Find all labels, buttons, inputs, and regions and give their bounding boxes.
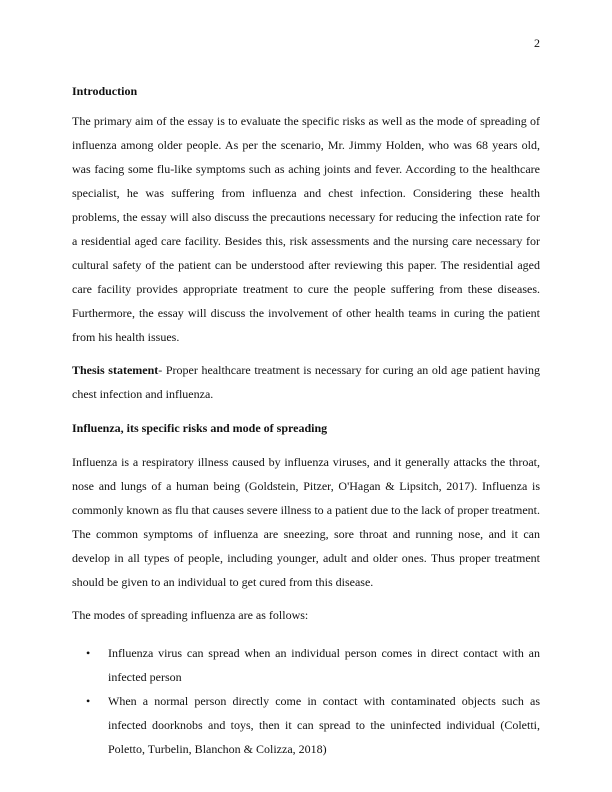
introduction-paragraph: The primary aim of the essay is to evaluate the specific risks as well as the mode of spreading of influenza among older people. As per the scenario, Mr. Jimmy Holden, who was 68 years old, was facing some flu-like symptoms such as aching joints and fever. According to the healthcare specialist, he was suffering from influenza and chest infection. Considering these health problems, the essay will also discuss the precautions necessary for reducing the infection rate for a residential aged care facility. Besides this, risk assessments and the nursing care necessary for cultural safety of the patient can be understood after reviewing this paper. The residential aged care facility provides appropriate treatment to cure the people suffering from these diseases. Furthermore, the essay will discuss the involvement of other health teams in curing the patient from his health issues. <box>72 114 540 344</box>
influenza-paragraph: Influenza is a respiratory illness caused by influenza viruses, and it generally attacks the throat, nose and lungs of a human being (Goldstein, Pitzer, O'Hagan & Lipsitch, 2017). Influenza is commonly known as flu that causes severe illness to a patient due to the lack of proper treatment. The common symptoms of influenza are sneezing, sore throat and running nose, and it can develop in all types of people, including younger, adult and older ones. Thus proper treatment should be given to an individual to get cured from this disease. <box>72 455 540 589</box>
list-item <box>72 689 540 761</box>
list-item-text: When a normal person directly come in contact with contaminated objects such as infected doorknobs and toys, then it can spread to the uninfected individual (Coletti, Poletto, Turbelin, Blanchon & Colizza, 2018) <box>108 694 540 756</box>
influenza-section-heading: Influenza, its specific risks and mode of spreading <box>72 421 328 435</box>
bullet-icon: • <box>86 646 91 660</box>
modes-bullet-list <box>72 641 540 761</box>
thesis-text: - Proper healthcare treatment is necessary for curing an old age patient having chest infection and influenza. <box>72 363 540 401</box>
introduction-heading: Introduction <box>72 84 138 98</box>
modes-intro-paragraph: The modes of spreading influenza are as follows: <box>72 608 309 622</box>
list-item <box>72 641 540 689</box>
bullet-icon: • <box>86 694 91 708</box>
thesis-label: Thesis statement <box>72 363 159 377</box>
page-content <box>72 83 540 761</box>
thesis-paragraph <box>72 358 540 406</box>
page-number: 2 <box>534 36 540 50</box>
list-item-text: Influenza virus can spread when an individual person comes in direct contact with an infected person <box>108 646 540 684</box>
